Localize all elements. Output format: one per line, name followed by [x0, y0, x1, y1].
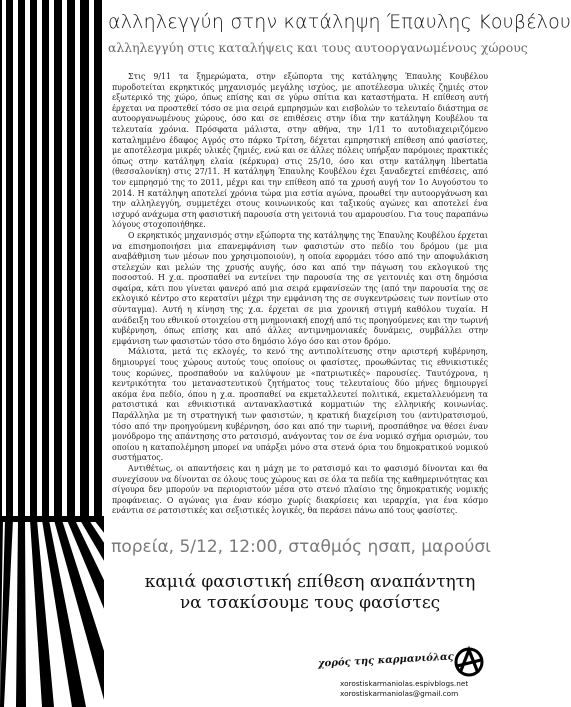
body-text: [112, 72, 488, 517]
circle-a-icon: [454, 647, 484, 677]
blog-link[interactable]: xorostiskarmaniolas.espivblogs.net: [340, 679, 469, 688]
email-link[interactable]: xorostiskarmaniolas@gmail.com: [340, 689, 459, 698]
body-paragraph: Αντιθέτως, οι απαντήσεις και η μάχη με το ρατσισμό και το φασισμό δίνονται και θα συνεχίσουν να δίνονται σε όλους τους χώρους και σε όλα τα πεδία της καθημερινότητας και σίγουρα δεν μπορούν να περιοριστούν μέσα στο στενό πλαίσιο της δημοκρατικής νομικής προφάνειας. Ο αγώνας για έναν κόσμο χωρίς διακρίσεις και ιεραρχία, για ένα κόσμο ενάντια σε ρατσιστικές και σεξιστικές λογικές, θα περάσει πάνω από τους φασίστες.: [112, 463, 488, 516]
page-title: αλληλεγγύη στην κατάληψη Έπαυλης Κουβέλου: [108, 11, 571, 33]
body-paragraph: Μάλιστα, μετά τις εκλογές, το κενό της αντιπολίτευσης στην αριστερή κυβέρνηση, δημιουργεί τους χώρους αυτούς τους οποίους οι φασίστες, προωθώντας τις εθνικιστικές τους κορώνες, προσπαθούν να καλύψουν με «πατριωτικές» παρουσίες. Ταυτόχρονα, η κεντρικότητα του μεταναστευτικού ζητήματος τους τελευταίους δύο μήνες δημιουργεί ακόμα ένα πεδίο, όπου η χ.α. προσπαθεί να εκμεταλλευτεί πολιτικά, εκμεταλλευόμενη τα ρατσιστικά και εθνικιστικά αντανακλαστικά κομματιών της ελληνικής κοινωνίας. Παράλληλα με τη στρατηγική των φασιστών, η κρατική διαχείριση του (αντι)ρατσισμού, τόσο από την προηγούμενη κυβέρνηση, όσο και από την τωρινή, προσπάθησε να θέσει έναν μονόδρομο της απάντησης στο ρατσισμό, ανάγοντας τον σε ένα νομικό σχήμα ορισμών, του οποίου η καταπολέμηση μπορεί να υπάρξει μόνο στα στενά όρια του δημοκρατικού νομικού συστήματος.: [112, 347, 488, 463]
signature: χορός της καρμανιόλας: [317, 651, 455, 670]
slogan-line-2: να τσακίσουμε τους φασίστες: [179, 593, 441, 613]
page-subtitle: αλληλεγγύη στις καταλήψεις και τους αυτοοργανωμένους χώρους: [108, 40, 528, 55]
slogan: [120, 572, 500, 614]
event-announcement: πορεία, 5/12, 12:00, σταθμός ησαπ, μαρούσι: [111, 537, 491, 557]
contact-info: [340, 679, 490, 699]
body-paragraph: Ο εκρηκτικός μηχανισμός στην εξώπορτα της κατάληψης της Έπαυλης Κουβέλου έρχεται να επισημοποιήσει μια επανεμφάνιση των φασιστών στο πεδίο του δρόμου (με μια αναβάθμιση των μέσων που χρησιμοποιούν), η οποία εφορμάει τόσο από την αποφυλάκιση στελεχών και μελών της χρυσής αυγής, όσο και από την πάγωση του εκλογικού της ποσοστού. Η χ.α. προσπαθεί να εντείνει την παρουσία της σε γειτονιές και στη δημόσια σφαίρα, κάτι που γίνεται φανερό από μια σειρά εμφανίσεών της (από την παρουσία της σε εκλογικό κέντρο στο κερατσίνι μέχρι την εμφάνιση της σε συγκεντρώσεις των ποντίων στο σύνταγμα). Αυτή η κίνηση της χ.α. έρχεται σε μια χρονική στιγμή καθόλου τυχαία. Η ανάδειξη του εθνικού στοιχείου στη μνημονιακή εποχή από τις προηγούμενες και την τωρινή κυβέρνηση, όπως επίσης και από άλλες αντιμνημονιακές δυνάμεις, συμβάλλει στην εμφάνιση των φασιστών τόσο στο δημόσιο λόγο όσο και στον δρόμο.: [112, 230, 489, 346]
body-paragraph: Στις 9/11 τα ξημερώματα, στην εξώπορτα της κατάληψης Έπαυλης Κουβέλου πυρoδοτείται εκρηκτικός μηχανισμός μεγάλης ισχύος, με αποτέλεσμα υλικές ζημιές στον εξωτερικό της χώρο, όπως επίσης και σε γύρω σπίτια και καταστήματα. Η επίθεση αυτή έρχεται να προστεθεί τόσο σε μια σειρά εμπρησμών και εισβολών το τελευταίο διάστημα σε αυτοοργανωμένους χώρους, όσο και σε επιθέσεις στην ίδια την κατάληψη Κουβέλου τα τελευταία χρόνια. Πρόσφατα μάλιστα, στην αθήνα, την 1/11 το αυτοδιαχειριζόμενο καταλημμένο έδαφος Αγρός στο πάρκο Τρίτση, δέχεται εμπρηστική επίθεση από φασίστες, με αποτέλεσμα μικρές υλικές ζημιές, ενώ και σε άλλες πόλεις υπήρξαν παρόμοιες πρακτικές όπως στην κατάληψη ελαία (κέρκυρα) στις 25/10, όσο και στην κατάληψη libertatia (θεσσαλονίκη) στις 27/11. Η κατάληψη Έπαυλης Κουβέλου έχει ξαναδεχτεί επιθέσεις, από τον εμπρησμό της το 2011, μέχρι και την επίθεση από τα χρυσή αυγή τον 1ο Αυγούστου το 2014. Η κατάληψη αποτελεί χρόνια τώρα μια εστία αγώνα, προωθεί την αυτοοργάνωση και την αλληλεγγύη, συμμετέχει στους κοινωνικούς και ταξικούς αγώνες και αποτελεί ένα ισχυρό ανάχωμα στη φασιστική παρουσία στη γειτονιά του αμαρουσίου. Για τους παραπάνω λόγους στοχοποιήθηκε.: [112, 72, 488, 230]
slogan-line-1: καμιά φασιστική επίθεση αναπάντητη: [144, 572, 476, 592]
